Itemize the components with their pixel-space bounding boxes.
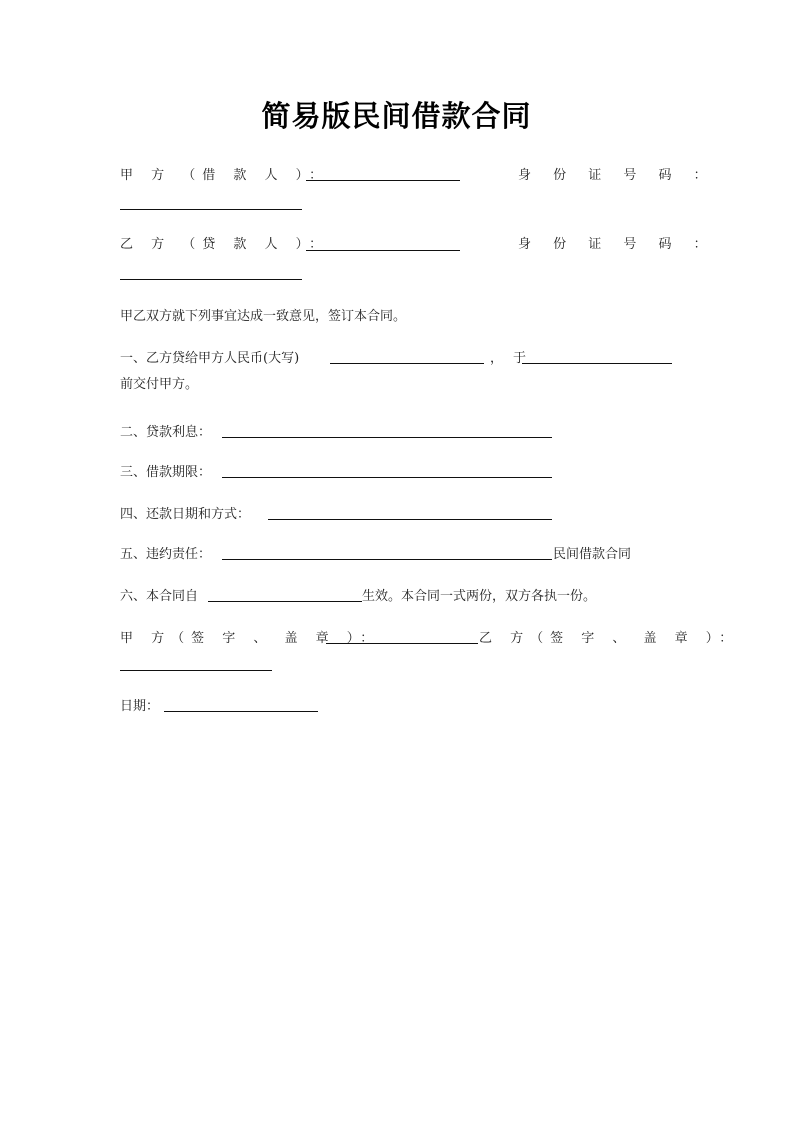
clause-3-label: 三、借款期限：	[120, 465, 212, 480]
clause-6-blank[interactable]	[208, 601, 362, 602]
clause-4-label: 四、还款日期和方式：	[120, 507, 251, 522]
party-b-id-blank[interactable]	[120, 279, 302, 280]
page-title: 简易版民间借款合同	[261, 99, 532, 133]
party-a-id-blank[interactable]	[120, 209, 302, 210]
date-label: 日期：	[120, 699, 160, 714]
signature-party-a-blank[interactable]	[326, 643, 478, 644]
clause-4-blank[interactable]	[268, 519, 552, 520]
clause-1-mid: ，于	[490, 351, 537, 366]
signature-party-b-label: 乙 方（签 字 、 盖 章 ）：	[479, 631, 740, 646]
clause-6-suffix: 生效。本合同一式两份，双方各执一份。	[362, 589, 597, 604]
clause-5-blank[interactable]	[222, 559, 552, 560]
clause-1-amount-blank[interactable]	[330, 363, 484, 364]
clause-6-prefix: 六、本合同自	[120, 589, 199, 604]
date-blank[interactable]	[164, 711, 318, 712]
clause-2-label: 二、贷款利息：	[120, 425, 212, 440]
party-a-label: 甲 方 （借 款 人 ）：	[120, 168, 330, 183]
clause-1-prefix: 一、乙方贷给甲方人民币(大写)	[120, 351, 300, 366]
clause-1-date-blank[interactable]	[522, 363, 672, 364]
clause-5-suffix: 民间借款合同	[553, 547, 632, 562]
clause-1-continuation: 前交付甲方。	[120, 377, 199, 392]
intro-text: 甲乙双方就下列事宜达成一致意见，签订本合同。	[120, 309, 407, 324]
signature-party-a-label: 甲 方（签 字 、 盖 章 ）：	[120, 631, 381, 646]
party-b-name-blank[interactable]	[306, 250, 460, 251]
clause-2-blank[interactable]	[222, 437, 552, 438]
party-a-name-blank[interactable]	[306, 180, 460, 181]
clause-3-blank[interactable]	[222, 477, 552, 478]
signature-party-b-blank[interactable]	[120, 670, 272, 671]
party-a-id-label: 身 份 证 号 码 ：	[518, 168, 716, 183]
party-b-label: 乙 方 （贷 款 人 ）：	[120, 237, 330, 252]
clause-5-label: 五、违约责任：	[120, 547, 212, 562]
party-b-id-label: 身 份 证 号 码 ：	[518, 237, 716, 252]
